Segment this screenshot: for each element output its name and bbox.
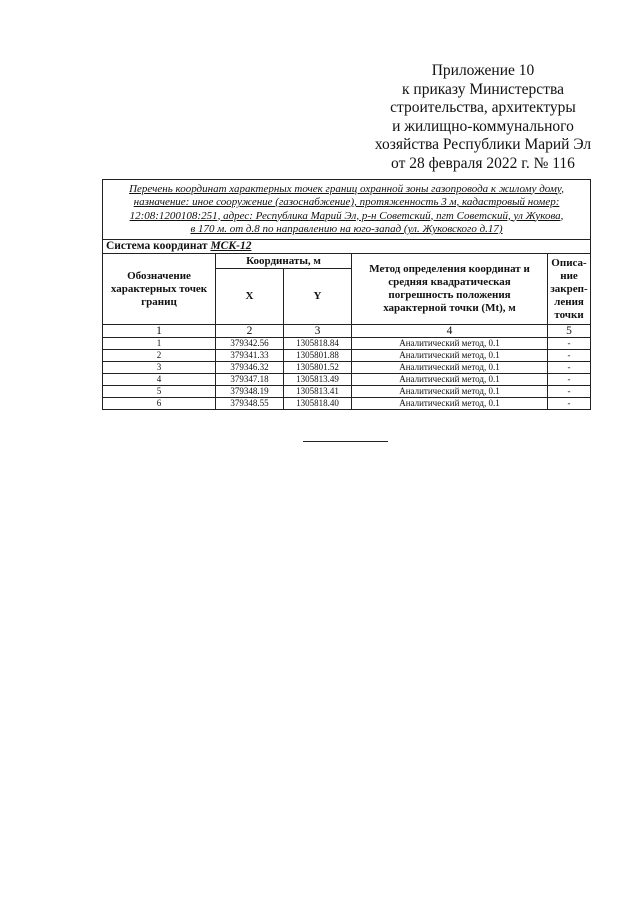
description: - <box>548 386 591 398</box>
coordinates-table <box>102 179 591 410</box>
point-number: 3 <box>103 362 216 374</box>
description: - <box>548 350 591 362</box>
header-line: и жилищно-коммунального <box>392 117 574 135</box>
header-line: строительства, архитектуры <box>390 99 576 116</box>
coordinate-system-value: МСК-12 <box>210 240 252 252</box>
coord-y: 1305813.49 <box>284 374 352 386</box>
header-description-line: ления <box>554 295 584 308</box>
method: Аналитический метод, 0.1 <box>352 398 548 410</box>
header-line: от 28 февраля 2022 г. № 116 <box>391 154 575 172</box>
header-designation: Обозначение характерных точек границ <box>103 254 216 325</box>
table-title-line: в 170 м. от д.8 по направлению на юго-запад (ул. Жуковского д.17) <box>190 223 503 235</box>
table-title-line: Перечень координат характерных точек границ охранной зоны газопровода к жилому дому, <box>129 182 564 195</box>
header-coordinates: Координаты, м <box>216 254 352 269</box>
table-row <box>103 350 591 362</box>
coord-y: 1305801.52 <box>284 362 352 374</box>
coord-y: 1305818.40 <box>284 398 352 410</box>
description: - <box>548 398 591 410</box>
header-description <box>548 254 591 325</box>
point-number: 5 <box>103 386 216 398</box>
method: Аналитический метод, 0.1 <box>352 362 548 374</box>
column-numbers-row <box>103 325 591 338</box>
point-number: 4 <box>103 374 216 386</box>
column-number: 4 <box>352 325 548 338</box>
coordinate-system <box>103 240 591 254</box>
table-title-line: 12:08:1200108:251, адрес: Республика Марий Эл, р-н Советский, пгт Советский, ул Жукова, <box>129 209 564 222</box>
coord-x: 379347.18 <box>216 374 284 386</box>
method: Аналитический метод, 0.1 <box>352 374 548 386</box>
table-row <box>103 362 591 374</box>
header-y: Y <box>284 269 352 325</box>
table-title <box>103 180 591 240</box>
header-line: к приказу Министерства <box>402 80 564 98</box>
column-number: 5 <box>548 325 591 338</box>
point-number: 6 <box>103 398 216 410</box>
header-description-line: точки <box>554 308 584 321</box>
coordinate-system-label: Система координат <box>106 240 208 252</box>
description: - <box>548 374 591 386</box>
table-row <box>103 398 591 410</box>
coord-x: 379341.33 <box>216 350 284 362</box>
table-title-line: назначение: иное сооружение (газоснабжение), протяженность 3 м, кадастровый номер: <box>133 196 560 208</box>
table-row <box>103 374 591 386</box>
point-number: 1 <box>103 338 216 350</box>
method: Аналитический метод, 0.1 <box>352 386 548 398</box>
header-x: X <box>216 269 284 325</box>
appendix-header <box>360 62 606 173</box>
closing-divider <box>303 441 388 442</box>
header-description-line: ние <box>560 269 578 282</box>
table-row <box>103 386 591 398</box>
coord-y: 1305813.41 <box>284 386 352 398</box>
description: - <box>548 362 591 374</box>
point-number: 2 <box>103 350 216 362</box>
coord-x: 379342.56 <box>216 338 284 350</box>
column-number: 1 <box>103 325 216 338</box>
coord-y: 1305818.84 <box>284 338 352 350</box>
header-method: Метод определения координат и средняя квадратическая погрешность положения характерной точки (Mt), м <box>352 254 548 325</box>
table-row <box>103 338 591 350</box>
coord-y: 1305801.88 <box>284 350 352 362</box>
header-line: Приложение 10 <box>431 62 535 79</box>
header-description-line: закреп- <box>550 282 588 295</box>
description: - <box>548 338 591 350</box>
header-line: хозяйства Республики Марий Эл <box>374 136 592 153</box>
column-number: 2 <box>216 325 284 338</box>
header-description-line: Описа- <box>551 256 587 269</box>
column-number: 3 <box>284 325 352 338</box>
coord-x: 379348.19 <box>216 386 284 398</box>
method: Аналитический метод, 0.1 <box>352 350 548 362</box>
method: Аналитический метод, 0.1 <box>352 338 548 350</box>
coord-x: 379348.55 <box>216 398 284 410</box>
coord-x: 379346.32 <box>216 362 284 374</box>
